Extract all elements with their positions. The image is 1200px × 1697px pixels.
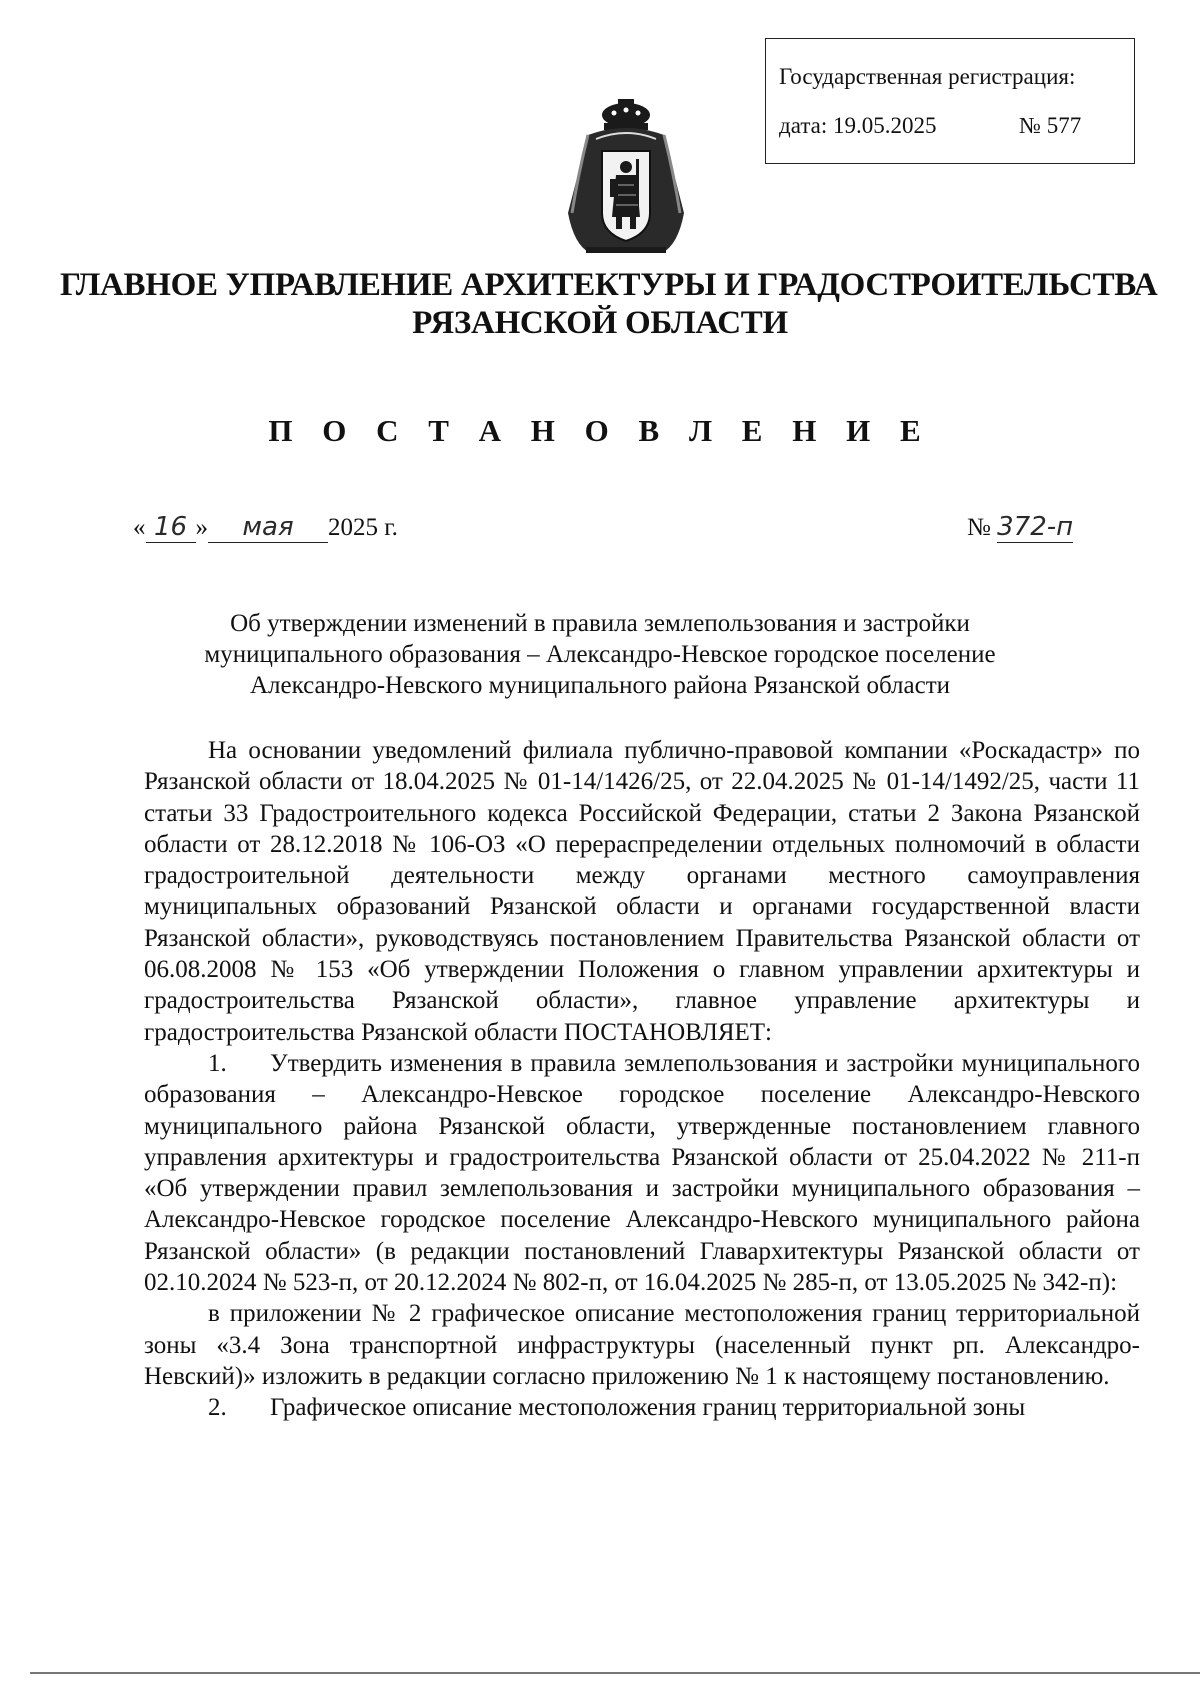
preamble-paragraph: На основании уведомлений филиала публично-правовой компании «Роскадастр» по Рязанской области от 18.04.2025 № 01-14/1426/25, от 22.04.2025 № 01-14/1492/25, части 11 статьи 33 Градостроительного кодекса Российской Федерации, статьи 2 Закона Рязанской области от 28.12.2018 № 106-ОЗ «О перераспределении отдельных полномочий в области градостроительной деятельности между органами местного самоуправления муниципальных образований Рязанской области и органами государственной власти Рязанской области», руководствуясь постановлением Правительства Рязанской области от 06.08.2008 № 153 «Об утверждении Положения о главном управлении архитектуры и градостроительства Рязанской области», главное управление архитектуры и градостроительства Рязанской области ПОСТАНОВЛЯЕТ: — [144, 737, 1140, 1046]
document-date — [133, 512, 398, 543]
handwritten-number: 372-п — [997, 512, 1074, 542]
item-1-paragraph — [144, 1048, 1140, 1298]
item-2-text: Графическое описание местоположения границ территориальной зоны — [270, 1394, 1026, 1422]
handwritten-day: 16 — [146, 512, 196, 543]
ryazan-coat-of-arms-icon — [558, 95, 694, 260]
registration-stamp — [765, 38, 1135, 164]
document-number — [967, 512, 1073, 542]
item-1-number: 1. — [208, 1049, 227, 1077]
registration-number: № 577 — [1019, 113, 1082, 138]
item-1-sub-paragraph: в приложении № 2 графическое описание местоположения границ территориальной зоны «3.4 Зона транспортной инфраструктуры (населенный пункт рп. Александро-Невский)» изложить в редакции согласно приложению № 1 к настоящему постановлению. — [144, 1300, 1140, 1390]
item-2-number: 2. — [208, 1394, 227, 1422]
scan-edge-line — [30, 1672, 1200, 1674]
registration-heading: Государственная регистрация: — [779, 64, 1076, 89]
subject-line-1: Об утверждении изменений в правила землепользования и застройки — [230, 610, 970, 637]
item-1-text: Утвердить изменения в правила землепользования и застройки муниципального образования – Александро-Невское городское поселение Александро-Невского муниципального района Рязанской области, утвержденные постановлением главного управления архитектуры и градостроительства Рязанской области от 25.04.2022 № 211-п «Об утверждении правил землепользования и застройки муниципального образования – Александро-Невское городское поселение Александро-Невского муниципального района Рязанской области» (в редакции постановлений Главархитектуры Рязанской области от 02.10.2024 № 523-п, от 20.12.2024 № 802-п, от 16.04.2025 № 285-п, от 13.05.2025 № 342-п): — [144, 1049, 1140, 1297]
organization-line-1: ГЛАВНОЕ УПРАВЛЕНИЕ АРХИТЕКТУРЫ И ГРАДОСТРОИТЕЛЬСТВА — [60, 267, 1158, 303]
date-year: 2025 г. — [328, 514, 398, 541]
subject-line-3: Александро-Невского муниципального района Рязанской области — [249, 672, 951, 699]
document-subject — [120, 608, 1080, 701]
subject-line-2: муниципального образования – Александро-Невское городское поселение — [204, 641, 996, 668]
document-body — [144, 735, 1140, 1424]
number-prefix: № — [967, 514, 991, 541]
date-close-quote: » — [195, 514, 208, 541]
item-2-paragraph — [144, 1392, 1140, 1423]
registration-details — [779, 112, 1082, 140]
date-open-quote: « — [133, 514, 146, 541]
organization-line-2: РЯЗАНСКОЙ ОБЛАСТИ — [412, 305, 788, 341]
registration-date: дата: 19.05.2025 — [779, 113, 937, 138]
document-type-title: П О С Т А Н О В Л Е Н И Е — [268, 413, 932, 448]
organization-name — [60, 266, 1158, 342]
handwritten-month: мая — [208, 512, 328, 543]
